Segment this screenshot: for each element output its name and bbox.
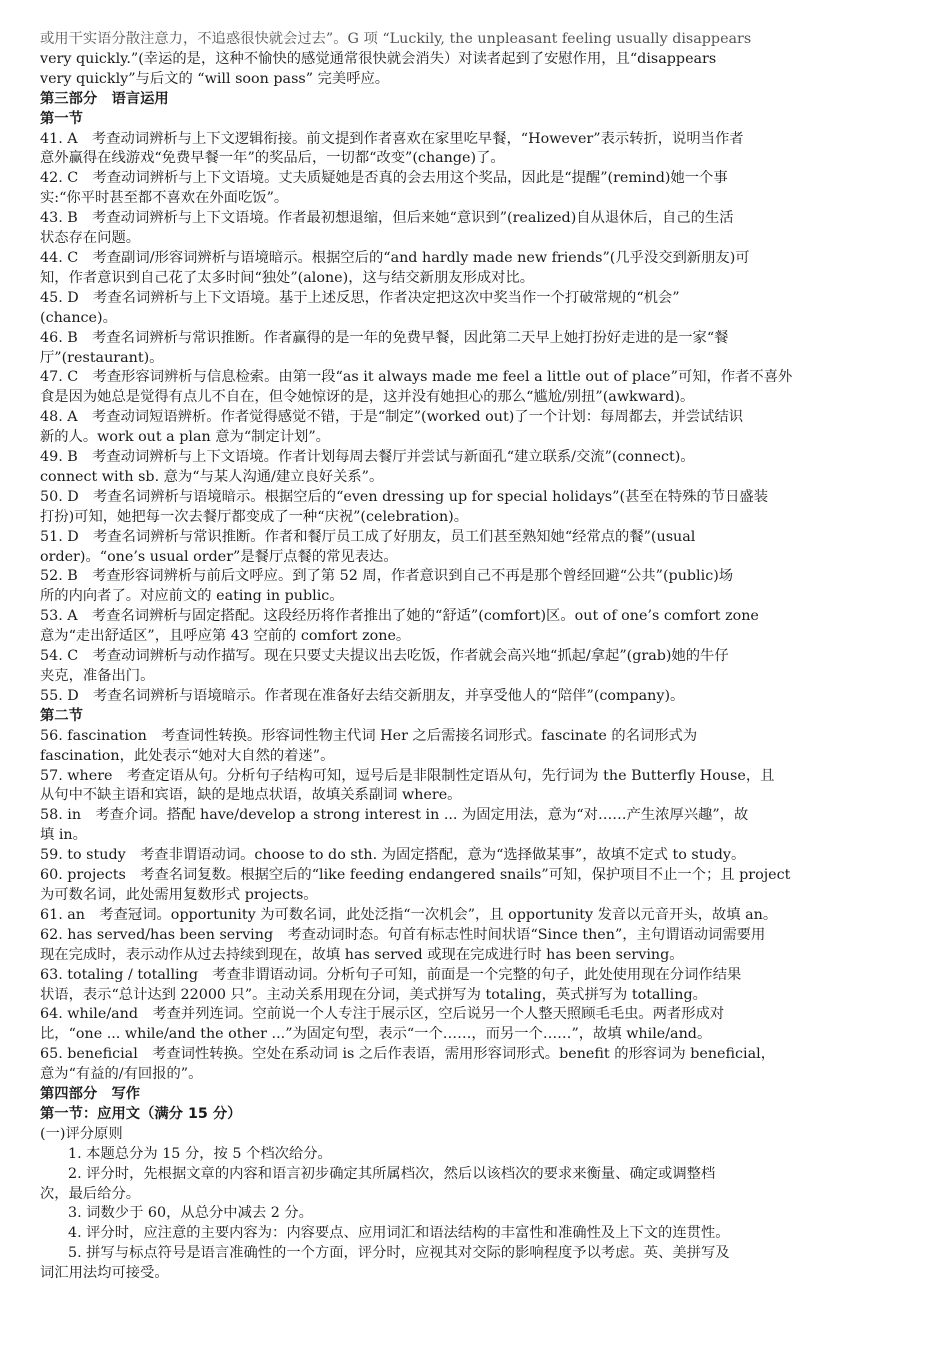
text-line: 50. D 考查名词辨析与语境暗示。根据空后的“even dressing up for special holidays”(甚至在特殊的节日盛装 xyxy=(40,488,768,505)
text-line: 47. C 考查形容词辨析与信息检索。由第一段“as it always made me feel a little out of place”可知，作者不喜外 xyxy=(40,369,793,386)
text-line: 56. fascination 考查词性转换。形容词性物主代词 Her 之后需接名词形式。fascinate 的名词形式为 xyxy=(40,727,698,744)
text-line: 58. in 考查介词。搭配 have/develop a strong interest in ... 为固定用法，意为“对……产生浓厚兴趣”，故 xyxy=(40,807,749,824)
text-line: 45. D 考查名词辨析与上下文语境。基于上述反思，作者决定把这次中奖当作一个打破常规的“机会” xyxy=(40,289,680,306)
text-line: 5. 拼写与标点符号是语言准确性的一个方面，评分时，应视其对交际的影响程度予以考虑。英、美拼写及 xyxy=(68,1245,730,1262)
text-line: 为可数名词，此处需用复数形式 projects。 xyxy=(40,886,318,903)
text-line: 意外赢得在线游戏“免费早餐一年”的奖品后，一切都“改变”(change)了。 xyxy=(40,150,505,167)
section-heading: 第四部分 写作 xyxy=(40,1086,141,1103)
text-line: 61. an 考查冠词。opportunity 为可数名词，此处泛指“一次机会”，且 opportunity 发音以元音开头，故填 an。 xyxy=(40,906,778,923)
text-line: 48. A 考查动词短语辨析。作者觉得感觉不错，于是“制定”(worked out)了一个计划：每周都去，并尝试结识 xyxy=(40,409,744,426)
section-heading: 第一节 xyxy=(40,110,83,127)
text-line: very quickly”与后文的 “will soon pass” 完美呼应。 xyxy=(40,70,390,87)
text-line: 新的人。work out a plan 意为“制定计划”。 xyxy=(40,429,330,446)
text-line: 食是因为她总是觉得有点儿不自在，但令她惊讶的是，这并没有她担心的那么“尴尬/别扭”(awkward)。 xyxy=(40,389,695,406)
text-line: 49. B 考查动词辨析与上下文语境。作者计划每周去餐厅并尝试与新面孔“建立联系/交流”(connect)。 xyxy=(40,449,695,466)
text-line: 打扮)可知，她把每一次去餐厅都变成了一种“庆祝”(celebration)。 xyxy=(40,508,469,525)
section-heading: 第二节 xyxy=(40,707,83,724)
text-line: 42. C 考查动词辨析与上下文语境。丈夫质疑她是否真的会去用这个奖品，因此是“提醒”(remind)她一个事 xyxy=(40,170,728,187)
text-line: 厅”(restaurant)。 xyxy=(40,349,164,366)
text-line: connect with sb. 意为“与某人沟通/建立良好关系”。 xyxy=(40,468,384,485)
text-line: 53. A 考查名词辨析与固定搭配。这段经历将作者推出了她的“舒适”(comfort)区。out of one’s comfort zone xyxy=(40,608,759,625)
text-line: 60. projects 考查名词复数。根据空后的“like feeding endangered snails”可知，保护项目不止一个；且 project xyxy=(40,867,791,884)
text-line: 意为“走出舒适区”，且呼应第 43 空前的 comfort zone。 xyxy=(40,628,411,645)
text-line: (chance)。 xyxy=(40,309,117,326)
text-line: 64. while/and 考查并列连词。空前说一个人专注于展示区，空后说另一个人整天照顾毛毛虫。两者形成对 xyxy=(40,1006,725,1023)
text-line: 实:“你平时甚至都不喜欢在外面吃饭”。 xyxy=(40,190,289,207)
text-line: 54. C 考查动词辨析与动作描写。现在只要丈夫提议出去吃饭，作者就会高兴地“抓起/拿起”(grab)她的牛仔 xyxy=(40,648,729,665)
text-line: 43. B 考查动词辨析与上下文语境。作者最初想退缩，但后来她“意识到”(realized)自从退休后，自己的生活 xyxy=(40,210,734,227)
text-line: 46. B 考查名词辨析与常识推断。作者赢得的是一年的免费早餐，因此第二天早上她打扮好走进的是一家“餐 xyxy=(40,329,729,346)
text-line: 1. 本题总分为 15 分，按 5 个档次给分。 xyxy=(68,1145,332,1162)
section-heading: 第一节：应用文（满分 15 分） xyxy=(40,1105,242,1122)
text-line: 意为“有益的/有回报的”。 xyxy=(40,1066,203,1083)
text-line: 状语，表示“总计达到 22000 只”。主动关系用现在分词，美式拼写为 totaling，英式拼写为 totalling。 xyxy=(40,986,707,1003)
text-line: order)。“one’s usual order”是餐厅点餐的常见表达。 xyxy=(40,548,398,565)
text-line: 次，最后给分。 xyxy=(40,1185,141,1202)
text-line: 59. to study 考查非谓语动词。choose to do sth. 为固定搭配，意为“选择做某事”，故填不定式 to study。 xyxy=(40,847,746,864)
text-line: 3. 词数少于 60，从总分中减去 2 分。 xyxy=(68,1205,313,1222)
text-line: (一)评分原则 xyxy=(40,1125,123,1142)
text-line: 状态存在问题。 xyxy=(40,230,141,247)
text-line: 55. D 考查名词辨析与语境暗示。作者现在准备好去结交新朋友，并享受他人的“陪伴”(company)。 xyxy=(40,687,685,704)
text-line: 44. C 考查副词/形容词辨析与语境暗示。根据空后的“and hardly made new friends”(几乎没交到新朋友)可 xyxy=(40,249,750,266)
text-line: 41. A 考查动词辨析与上下文逻辑衔接。前文提到作者喜欢在家里吃早餐，“However”表示转折，说明当作者 xyxy=(40,130,744,147)
text-line: 或用干实语分散注意力，不追惑很快就会过去”。G 项 “Luckily, the unpleasant feeling usually disappears xyxy=(40,31,752,47)
section-heading: 第三部分 语言运用 xyxy=(40,90,169,107)
text-line: 知，作者意识到自己花了太多时间“独处”(alone)，这与结交新朋友形成对比。 xyxy=(40,269,535,286)
text-line: 65. beneficial 考查词性转换。空处在系动词 is 之后作表语，需用形容词形式。benefit 的形容词为 beneficial， xyxy=(40,1046,776,1063)
text-line: 比，“one ... while/and the other ...”为固定句型，表示“一个……，而另一个……”，故填 while/and。 xyxy=(40,1026,712,1043)
text-line: 4. 评分时，应注意的主要内容为：内容要点、应用词汇和语法结构的丰富性和准确性及上下文的连贯性。 xyxy=(68,1225,730,1242)
text-line: 62. has served/has been serving 考查动词时态。句首有标志性时间状语“Since then”，主句谓语动词需要用 xyxy=(40,926,766,943)
text-line: fascination，此处表示“她对大自然的着迷”。 xyxy=(40,747,335,764)
text-line: 词汇用法均可接受。 xyxy=(40,1265,169,1282)
text-line: 夹克，准备出门。 xyxy=(40,668,155,684)
text-line: 所的内向者了。对应前文的 eating in public。 xyxy=(40,588,344,605)
text-line: 63. totaling / totalling 考查非谓语动词。分析句子可知，前面是一个完整的句子，此处使用现在分词作结果 xyxy=(40,966,742,983)
text-line: 现在完成时，表示动作从过去持续到现在，故填 has served 或现在完成进行时 has been serving。 xyxy=(40,946,684,963)
text-line: 从句中不缺主语和宾语，缺的是地点状语，故填关系副词 where。 xyxy=(40,787,462,804)
text-line: 51. D 考查名词辨析与常识推断。作者和餐厅员工成了好朋友，员工们甚至熟知她“经常点的餐”(usual xyxy=(40,528,696,545)
text-line: 52. B 考查形容词辨析与前后文呼应。到了第 52 周，作者意识到自己不再是那个曾经回避“公共”(public)场 xyxy=(40,568,734,585)
text-line: 填 in。 xyxy=(40,827,87,844)
text-line: 2. 评分时，先根据文章的内容和语言初步确定其所属档次，然后以该档次的要求来衡量、确定或调整档 xyxy=(68,1165,716,1182)
text-line: very quickly.”(幸运的是，这种不愉快的感觉通常很快就会消失）对读者起到了安慰作用，且“disappears xyxy=(40,50,717,67)
text-line: 57. where 考查定语从句。分析句子结构可知，逗号后是非限制性定语从句，先行词为 the Butterfly House，且 xyxy=(40,767,775,784)
